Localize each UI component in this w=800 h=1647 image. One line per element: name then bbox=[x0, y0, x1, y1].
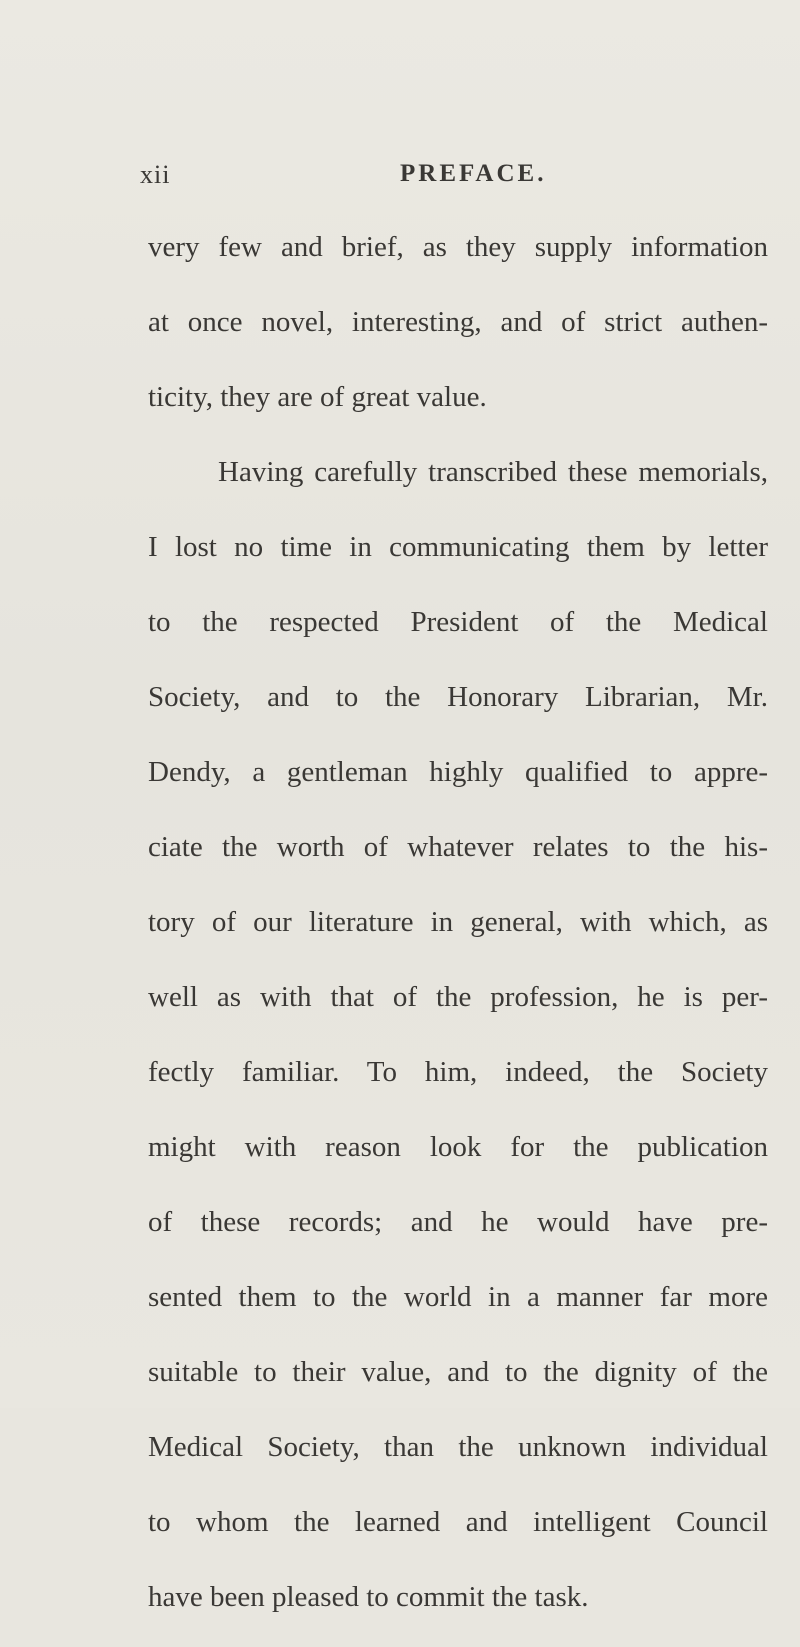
text-line: ciate the worth of whatever relates to the his- bbox=[148, 831, 768, 863]
text-line: Society, and to the Honorary Librarian, Mr. bbox=[148, 681, 768, 713]
page-header bbox=[140, 160, 780, 200]
text-line: might with reason look for the publication bbox=[148, 1131, 768, 1163]
text-line: Having carefully transcribed these memorials, bbox=[218, 456, 768, 488]
text-line: to whom the learned and intelligent Council bbox=[148, 1506, 768, 1538]
text-line: at once novel, interesting, and of strict authen- bbox=[148, 306, 768, 338]
text-line: to the respected President of the Medical bbox=[148, 606, 768, 638]
page-number: xii bbox=[140, 160, 171, 189]
body-text bbox=[148, 222, 768, 1647]
text-line: very few and brief, as they supply information bbox=[148, 231, 768, 263]
text-line: sented them to the world in a manner far more bbox=[148, 1281, 768, 1313]
text-line: Dendy, a gentleman highly qualified to appre- bbox=[148, 756, 768, 788]
text-line: ticity, they are of great value. bbox=[148, 381, 487, 413]
text-line: fectly familiar. To him, indeed, the Society bbox=[148, 1056, 768, 1088]
text-line: tory of our literature in general, with which, as bbox=[148, 906, 768, 938]
text-line: have been pleased to commit the task. bbox=[148, 1581, 589, 1613]
text-line: of these records; and he would have pre- bbox=[148, 1206, 768, 1238]
text-line: I lost no time in communicating them by letter bbox=[148, 531, 768, 563]
text-line: well as with that of the profession, he is per- bbox=[148, 981, 768, 1013]
running-head: PREFACE. bbox=[400, 160, 547, 187]
text-line: Medical Society, than the unknown individual bbox=[148, 1431, 768, 1463]
text-line: suitable to their value, and to the dignity of the bbox=[148, 1356, 768, 1388]
